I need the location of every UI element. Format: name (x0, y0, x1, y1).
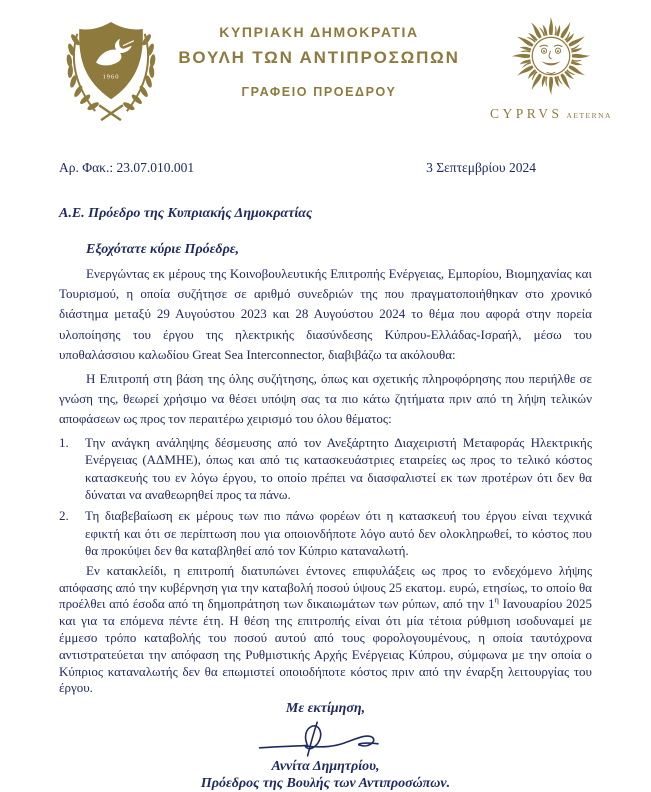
paragraph-3-part2: Ιανουαρίου 2025 και για τα επόμενα πέντε έτη. Η θέση της επιτροπής είναι ότι μία τέτοια ρύθμιση ισοδυναμεί με έμμεσο τρόπο καταβολής του ποσού αυτού από τους φορολογουμένους, η οποία ταυτόχρονα αντιστρατεύεται την απόφαση της Ρυθμιστικής Αρχής Ενέργειας Κύπρου, σύμφωνα με την οποία ο Κύπριος καταναλωτής δεν θα επωμιστεί οποιοδήποτε κόστος πριν από την έναρξη λειτουργίας του έργου. (59, 596, 592, 696)
letterhead (0, 0, 651, 146)
salutation: Εξοχότατε κύριε Πρόεδρε, (86, 242, 240, 257)
seal-title: CYPRVS (490, 106, 563, 121)
letterhead-office: ΓΡΑΦΕΙΟ ΠΡΟΕΔΡΟΥ (241, 85, 397, 99)
signer-name: Αννίτα Δημητρίου, (271, 759, 380, 775)
paragraph-1: Ενεργώντας εκ μέρους της Κοινοβουλευτικής Επιτροπής Ενέργειας, Εμπορίου, Βιομηχανίας και Τουρισμού, η οποία συζήτησε σε αριθμό συνεδριών της που πραγματοποιήθηκαν στο χρονικό διάστημα μεταξύ 29 Αυγούστου 2023 και 28 Αυγούστου 2024 το θέμα που αφορά στην πορεία υλοποίησης του έργου της ηλεκτρικής διασύνδεσης Κύπρου-Ελλάδας-Ισραήλ, μέσω του υποθαλάσσιου καλωδίου Great Sea Interconnector, διαβιβάζω τα ακόλουθα: (59, 266, 592, 362)
valediction: Με εκτίμηση, (285, 701, 366, 717)
list-item-text: Τη διαβεβαίωση εκ μέρους των πιο πάνω φορέων ότι η κατασκευή του έργου είναι τεχνικά εφικτή και ότι σε περίπτωση που για οποιονδήποτε λόγο αυτό δεν ολοκληρωθεί, το κόστος που θα προκύψει δεν θα καταβληθεί από τον Κύπριο καταναλωτή. (85, 508, 592, 559)
emblem-year-label: 1960 (102, 73, 120, 81)
ordinal-superscript: η (494, 595, 499, 606)
file-reference: Αρ. Φακ.: 23.07.010.001 (59, 160, 195, 175)
letterhead-republic: ΚΥΠΡΙΑΚΗ ΔΗΜΟΚΡΑΤΙΑ (219, 24, 419, 40)
reference-row (59, 160, 592, 176)
letter-date: 3 Σεπτεμβρίου 2024 (426, 160, 536, 175)
numbered-list (59, 434, 592, 560)
letterhead-parliament: ΒΟΥΛΗ ΤΩΝ ΑΝΤΙΠΡΟΣΩΠΩΝ (178, 48, 460, 67)
sun-face-icon (497, 8, 605, 104)
cyprus-coat-of-arms-icon (60, 16, 162, 130)
paragraph-3 (59, 563, 592, 697)
letterhead-text (178, 24, 460, 99)
recipient-line: Α.Ε. Πρόεδρο της Κυπριακής Δημοκρατίας (59, 206, 313, 221)
paragraph-3-part1: Εν κατακλείδι, η επιτροπή διατυπώνει έντονες επιφυλάξεις ως προς το ενδεχόμενο λήψης απόφασης από την κυβέρνηση για την καταβολή ποσού ύψους 25 εκατομ. ευρώ, ετησίως, το οποίο θα προέλθει από έσοδα από τη δημοπράτηση των δικαιωμάτων των ρύπων, από την 1 (59, 562, 592, 612)
handwritten-signature (241, 719, 411, 759)
signer-title: Πρόεδρος της Βουλής των Αντιπροσώπων. (200, 775, 451, 791)
list-item-number: 2. (59, 508, 69, 523)
list-item (59, 507, 592, 560)
list-item-number: 1. (59, 434, 69, 450)
list-item (59, 434, 592, 504)
paragraph-2: Η Επιτροπή στη βάση της όλης συζήτησης, όπως και σχετικής πληροφόρησης που περιήλθε σε γνώση της, θεωρεί χρήσιμο να θέσει υπόψη σας τα πιο κάτω ζητήματα πριν από τη λήψη τελικών αποφάσεων ως προς τον περαιτέρω χειρισμό του όλου θέματος: (59, 371, 592, 427)
cyprus-aeterna-seal (488, 8, 614, 123)
closing-block (59, 701, 592, 792)
seal-subtitle: AETERNA (566, 111, 612, 120)
seal-caption (488, 105, 614, 123)
list-item-text: Την ανάγκη ανάληψης δέσμευσης από τον Ανεξάρτητο Διαχειριστή Μεταφοράς Ηλεκτρικής Ενέργειας (ΑΔΜΗΕ), όπως και από τις κατασκευάστριες εταιρείες ως προς το τελικό κόστος κατασκευής του εν λόγω έργου, το οποίο πρέπει να διασφαλιστεί εκ των προτέρων ότι δεν θα δύναται να αναθεωρηθεί προς τα πάνω. (85, 434, 592, 503)
letter-body (59, 242, 592, 792)
